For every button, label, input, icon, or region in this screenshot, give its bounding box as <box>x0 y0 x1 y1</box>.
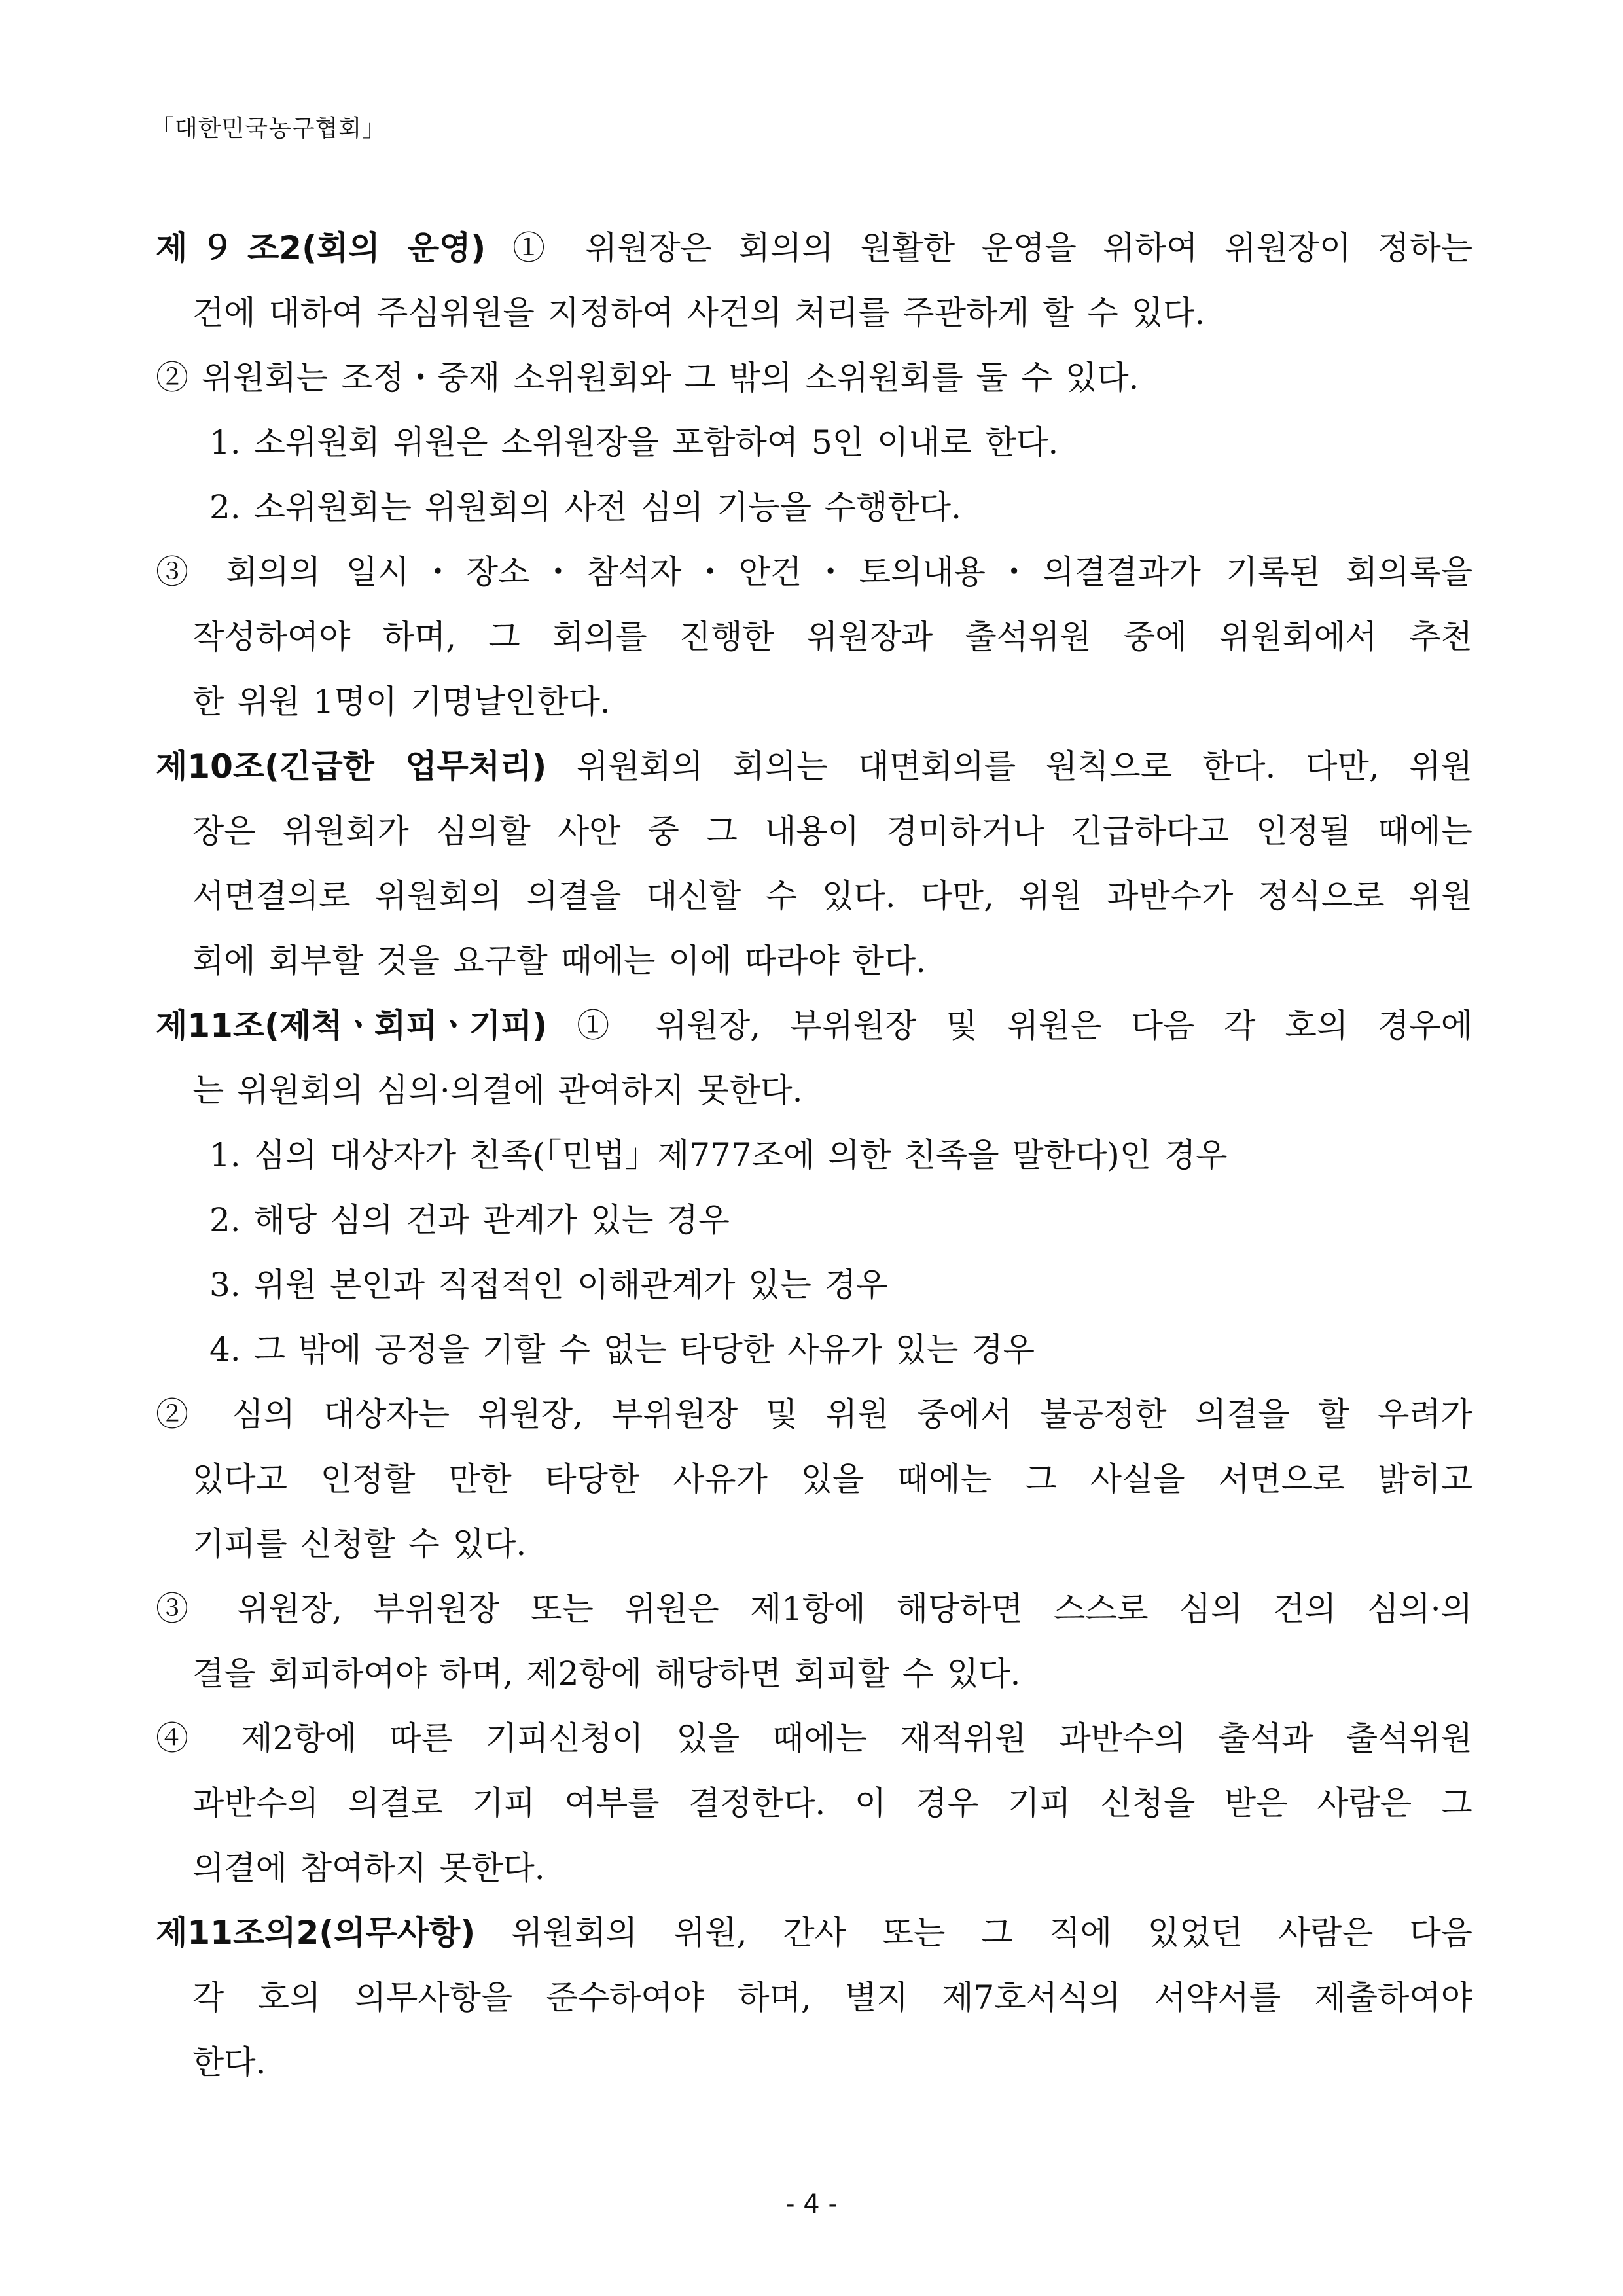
text-line <box>209 475 1472 540</box>
page-number: - 4 - <box>785 2189 838 2219</box>
text-line <box>192 799 1472 864</box>
line-text: 회에 회부할 것을 요구할 때에는 이에 따라야 한다. <box>192 942 927 980</box>
text-line <box>192 929 1472 994</box>
line-text: 1. 소위원회 위원은 소위원장을 포함하여 5인 이내로 한다. <box>209 423 1059 461</box>
document-body <box>156 216 1472 2095</box>
article-heading: 제11조의2(의무사항) <box>156 1914 476 1952</box>
text-line <box>209 1123 1472 1188</box>
text-line <box>192 605 1472 670</box>
line-text: ③ 회의의 일시・장소・참석자・안건・토의내용・의결결과가 기록된 회의록을 <box>156 553 1472 591</box>
document-header: 「대한민국농구협회」 <box>151 115 387 142</box>
text-line <box>156 1577 1472 1641</box>
line-text: ③ 위원장, 부위원장 또는 위원은 제1항에 해당하면 스스로 심의 건의 심의·의 <box>156 1590 1472 1628</box>
line-text: 기피를 신청할 수 있다. <box>192 1525 527 1563</box>
line-text: 는 위원회의 심의·의결에 관여하지 못한다. <box>192 1071 803 1109</box>
text-line <box>156 994 1472 1058</box>
line-text: ① 위원장, 부위원장 및 위원은 다음 각 호의 경우에 <box>547 1007 1472 1045</box>
text-line <box>192 1641 1472 1706</box>
text-line <box>156 734 1472 799</box>
text-line <box>192 1771 1472 1836</box>
line-text: 각 호의 의무사항을 준수하여야 하며, 별지 제7호서식의 서약서를 제출하여야 <box>192 1979 1472 2017</box>
text-line <box>209 1253 1472 1318</box>
text-line <box>156 540 1472 605</box>
text-line <box>156 216 1472 281</box>
line-text: 건에 대하여 주심위원을 지정하여 사건의 처리를 주관하게 할 수 있다. <box>192 294 1205 332</box>
text-line <box>192 2030 1472 2095</box>
text-line <box>209 1318 1472 1382</box>
text-line <box>156 346 1472 410</box>
text-line <box>192 864 1472 929</box>
line-text: 서면결의로 위원회의 의결을 대신할 수 있다. 다만, 위원 과반수가 정식으로 위원 <box>192 877 1472 915</box>
text-line <box>192 1836 1472 1901</box>
text-line <box>192 1512 1472 1577</box>
line-text: 2. 소위원회는 위원회의 사전 심의 기능을 수행한다. <box>209 488 961 526</box>
article-heading: 제10조(긴급한 업무처리) <box>156 747 547 785</box>
line-text: 한 위원 1명이 기명날인한다. <box>192 683 611 721</box>
line-text: 2. 해당 심의 건과 관계가 있는 경우 <box>209 1201 730 1239</box>
text-line <box>156 1382 1472 1447</box>
line-text: ② 위원회는 조정・중재 소위원회와 그 밖의 소위원회를 둘 수 있다. <box>156 359 1139 397</box>
text-line <box>156 1901 1472 1965</box>
line-text: 3. 위원 본인과 직접적인 이해관계가 있는 경우 <box>209 1266 888 1304</box>
text-line <box>192 670 1472 734</box>
line-text: 4. 그 밖에 공정을 기할 수 없는 타당한 사유가 있는 경우 <box>209 1331 1035 1369</box>
line-text: 의결에 참여하지 못한다. <box>192 1849 545 1887</box>
line-text: ② 심의 대상자는 위원장, 부위원장 및 위원 중에서 불공정한 의결을 할 우려가 <box>156 1395 1472 1433</box>
article-heading: 제11조(제척ㆍ회피ㆍ기피) <box>156 1007 548 1045</box>
text-line <box>192 1447 1472 1512</box>
text-line <box>192 1965 1472 2030</box>
text-line <box>209 1188 1472 1253</box>
line-text: ④ 제2항에 따른 기피신청이 있을 때에는 재적위원 과반수의 출석과 출석위원 <box>156 1719 1472 1757</box>
text-line <box>209 410 1472 475</box>
line-text: 결을 회피하여야 하며, 제2항에 해당하면 회피할 수 있다. <box>192 1655 1021 1693</box>
line-text: 위원회의 회의는 대면회의를 원칙으로 한다. 다만, 위원 <box>546 747 1472 785</box>
line-text: 작성하여야 하며, 그 회의를 진행한 위원장과 출석위원 중에 위원회에서 추천 <box>192 618 1472 656</box>
line-text: 장은 위원회가 심의할 사안 중 그 내용이 경미하거나 긴급하다고 인정될 때에는 <box>192 812 1472 850</box>
line-text: 한다. <box>192 2043 266 2081</box>
text-line <box>156 1706 1472 1771</box>
text-line <box>192 1058 1472 1123</box>
text-line <box>192 281 1472 346</box>
line-text: 있다고 인정할 만한 타당한 사유가 있을 때에는 그 사실을 서면으로 밝히고 <box>192 1460 1472 1498</box>
line-text: ① 위원장은 회의의 원활한 운영을 위하여 위원장이 정하는 <box>486 229 1472 267</box>
article-heading: 제９조2(회의 운영) <box>156 229 486 267</box>
line-text: 위원회의 위원, 간사 또는 그 직에 있었던 사람은 다음 <box>475 1914 1472 1952</box>
line-text: 과반수의 의결로 기피 여부를 결정한다. 이 경우 기피 신청을 받은 사람은 그 <box>192 1784 1472 1822</box>
line-text: 1. 심의 대상자가 친족(「민법」제777조에 의한 친족을 말한다)인 경우 <box>209 1136 1228 1174</box>
